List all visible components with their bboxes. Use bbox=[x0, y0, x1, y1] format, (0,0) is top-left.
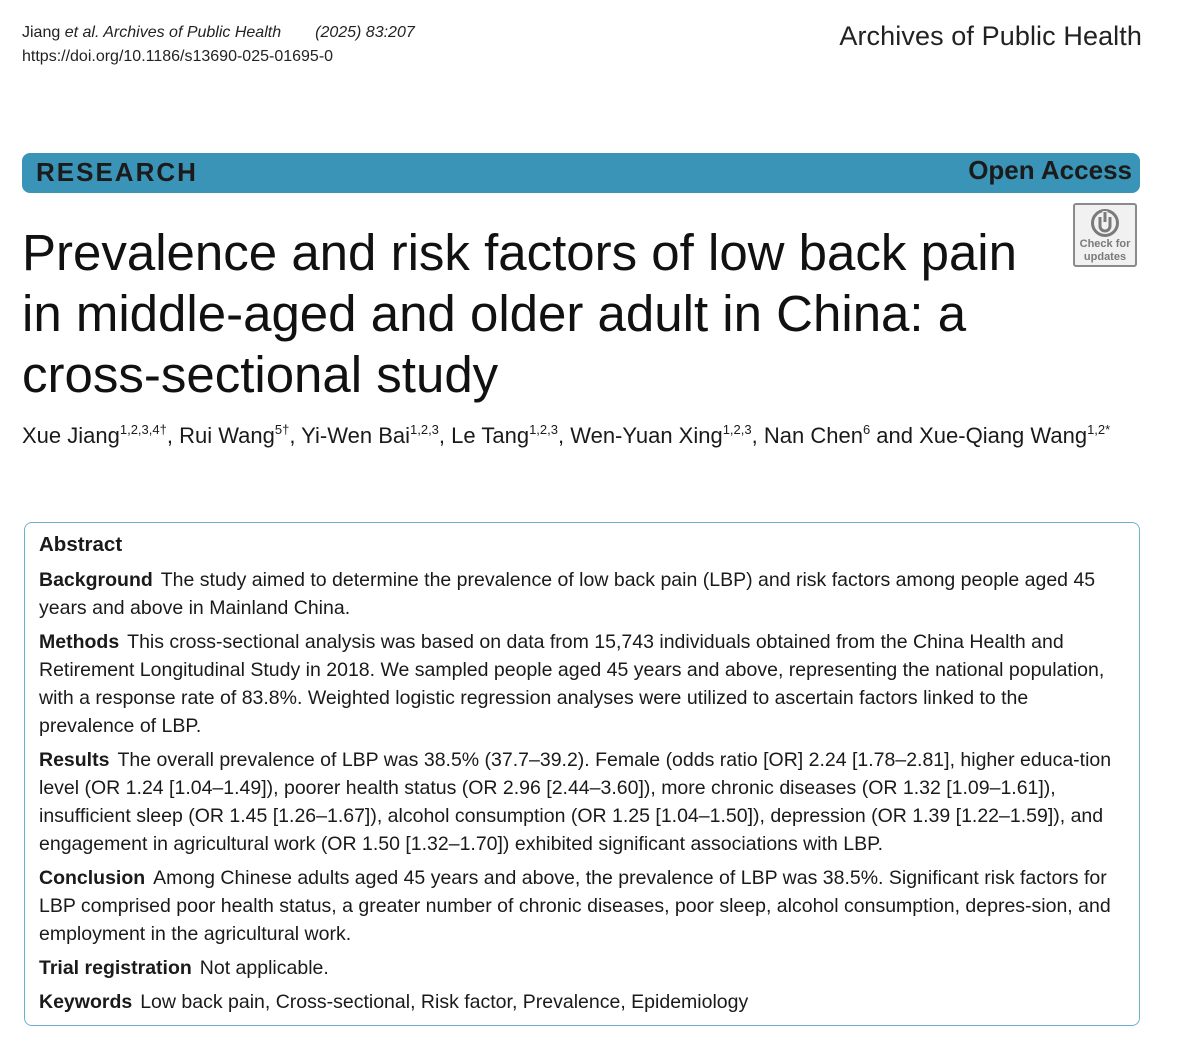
author-name[interactable]: Wen-Yuan Xing bbox=[570, 423, 723, 448]
section-label: Keywords bbox=[39, 991, 133, 1013]
author-separator: and bbox=[870, 423, 920, 448]
citation-etal: et al. bbox=[64, 24, 100, 41]
check-for-updates-line2: updates bbox=[1083, 251, 1127, 263]
author-name[interactable]: Xue Jiang bbox=[22, 423, 120, 448]
section-label: Results bbox=[39, 749, 110, 771]
abstract-keywords bbox=[39, 988, 1125, 1016]
author-separator: , bbox=[289, 423, 302, 448]
citation-line bbox=[22, 21, 415, 45]
author-affiliation: 1,2,3 bbox=[529, 422, 558, 437]
section-label: Conclusion bbox=[39, 867, 146, 889]
author-affiliation: 1,2,3,4† bbox=[119, 422, 167, 437]
section-text: Low back pain, Cross-sectional, Risk factor, Prevalence, Epidemiology bbox=[140, 991, 749, 1013]
abstract-heading: Abstract bbox=[39, 533, 123, 556]
abstract-conclusion bbox=[39, 864, 1125, 948]
journal-name: Archives of Public Health bbox=[839, 21, 1142, 51]
author-separator: , bbox=[557, 423, 571, 448]
section-text: The overall prevalence of LBP was 38.5% (37.7–39.2). Female (odds ratio [OR] 2.24 [1.78–2.81], higher educa-tion level (OR 1.24 [1.04–1.49]), poorer health status (OR 2.96 [2.44–3.60]), more chronic diseases (OR 1.32 [1.09–1.61]), insufficient sleep (OR 1.45 [1.26–1.67]), alcohol consumption (OR 1.25 [1.04–1.50]), depression (OR 1.39 [1.22–1.59]), and engagement in agricultural work (OR 1.50 [1.32–1.70]) exhibited significant associations with LBP. bbox=[39, 749, 1112, 855]
check-for-updates-line1: Check for bbox=[1079, 238, 1131, 250]
section-text: Among Chinese adults aged 45 years and above, the prevalence of LBP was 38.5%. Significant risk factors for LBP comprised poor health status, a greater number of chronic diseases, poor sleep, alcohol consumption, depres-sion, and employment in the agricultural work. bbox=[39, 867, 1111, 945]
section-text: The study aimed to determine the prevalence of low back pain (LBP) and risk factors among people aged 45 years and above in Mainland China. bbox=[39, 569, 1096, 619]
author-affiliation: 1,2,3 bbox=[722, 422, 752, 437]
author-name[interactable]: Yi-Wen Bai bbox=[301, 423, 410, 448]
section-label: Trial registration bbox=[39, 957, 192, 979]
article-type-banner bbox=[22, 153, 1140, 193]
citation-authors: Jiang bbox=[22, 24, 65, 41]
citation-journal: Archives of Public Health bbox=[99, 24, 282, 41]
article-title: Prevalence and risk factors of low back pain in middle-aged and older adult in China: a cross-sectional study bbox=[22, 224, 1017, 403]
section-label: Methods bbox=[39, 631, 120, 653]
author-affiliation: 5† bbox=[274, 422, 290, 437]
author-name[interactable]: Xue-Qiang Wang bbox=[919, 423, 1088, 448]
abstract-trial-registration bbox=[39, 954, 1125, 982]
author-affiliation: 1,2,3 bbox=[410, 422, 439, 437]
citation-block bbox=[22, 21, 415, 69]
abstract-results bbox=[39, 746, 1125, 858]
abstract-background bbox=[39, 566, 1125, 622]
section-label: Background bbox=[39, 569, 153, 591]
author-name[interactable]: Rui Wang bbox=[179, 423, 275, 448]
article-type-label: RESEARCH bbox=[36, 157, 198, 187]
section-text: This cross-sectional analysis was based on data from 15,743 individuals obtained from the China Health and Retirement Longitudinal Study in 2018. We sampled people aged 45 years and above, representing the national population, with a response rate of 83.8%. Weighted logistic regression analyses were utilized to ascertain factors linked to the prevalence of LBP. bbox=[39, 631, 1105, 737]
open-access-label: Open Access bbox=[968, 155, 1132, 185]
author-affiliation: 6 bbox=[862, 422, 871, 437]
author-affiliation: 1,2* bbox=[1087, 422, 1111, 437]
abstract-methods bbox=[39, 628, 1125, 740]
author-separator: , bbox=[751, 423, 764, 448]
author-separator: , bbox=[166, 423, 180, 448]
author-list bbox=[22, 420, 1110, 452]
check-for-updates-icon bbox=[1088, 209, 1122, 237]
author-name[interactable]: Le Tang bbox=[451, 423, 530, 448]
abstract-box bbox=[24, 522, 1140, 1026]
check-for-updates-button[interactable] bbox=[1073, 203, 1137, 267]
citation-year: (2025) 83:207 bbox=[315, 24, 415, 41]
doi-link[interactable]: https://doi.org/10.1186/s13690-025-01695-0 bbox=[22, 48, 334, 65]
author-name[interactable]: Nan Chen bbox=[763, 423, 863, 448]
section-text: Not applicable. bbox=[199, 957, 329, 979]
author-separator: , bbox=[438, 423, 452, 448]
